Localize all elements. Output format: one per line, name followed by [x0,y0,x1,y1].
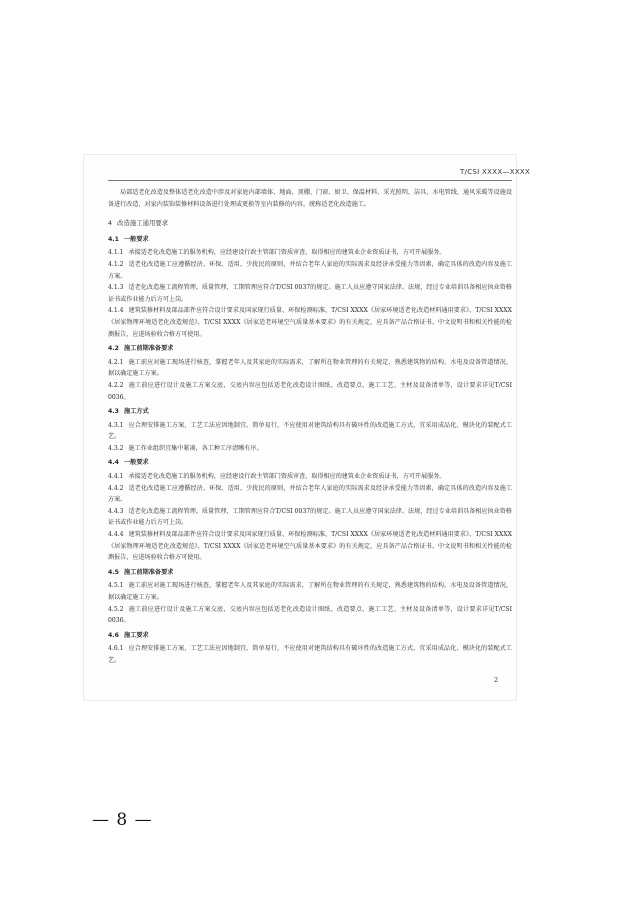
clause-text: 施工前应对施工现场进行核查，掌握老年人及其家庭的实际需求，了解所在物业管理的有关规定，熟悉建筑物的结构、水电及设备管道情况，据以确定施工方案。 [108,358,512,378]
section-heading [108,630,512,642]
heading-title: 改造施工通用要求 [117,219,169,228]
clause-paragraph [108,380,512,403]
page-number: 2 [494,676,499,684]
clause-number: 4.1.3 [108,284,124,292]
clause-paragraph [108,282,512,305]
clause-number: 4.4.2 [108,484,124,492]
header-rule [108,180,512,181]
folio: — 8 — [92,810,153,830]
clause-text: 建筑装修材料及部品部件应符合设计要求及国家现行质量、环保检测标准，T/CSI XXXX《居家环境适老化改造材料通用要求》、T/CSI XXXX 《居家物理环境适老化改造规范》、T/CSI XXXX《居家适老环境空气质量基本要求》的有关规定，应具备产品合格证书、中文说明书和相关性能的检测报告，应进场验收合格方可使用。 [108,307,512,338]
clause-text: 承接适老化改造施工的服务机构，应经建设行政主管部门资质审查，取得相应的建筑业企业资质证书，方可开展服务。 [128,473,446,481]
clause-text: 施工前应进行设计及施工方案交底，交底内容应包括适老化改造设计图纸、改造要点、施工工艺、主材及设备清单等，设计要求详见T/CSI 0036。 [108,381,512,401]
heading-title: 施工前期准备要求 [123,568,174,576]
heading-number: 4.5 [108,568,119,576]
heading-title: 施工方式 [123,408,149,416]
clause-paragraph [108,259,512,282]
heading-title: 施工前期准备要求 [123,345,174,353]
section-heading [108,343,512,355]
document-body [108,187,512,667]
clause-number: 4.3.2 [108,444,124,452]
clause-paragraph [108,305,512,340]
heading-number: 4 [108,219,113,228]
clause-number: 4.4.3 [108,507,124,515]
clause-number: 4.4.1 [108,473,124,481]
clause-text: 施工作业组织宜集中紧凑，各工种工序清晰有序。 [128,444,263,452]
clause-number: 4.1.4 [108,307,124,315]
clause-number: 4.1.2 [108,260,124,268]
heading-number: 4.1 [108,235,119,243]
clause-number: 4.6.1 [108,645,124,653]
clause-paragraph [108,643,512,666]
clause-paragraph [108,420,512,443]
clause-number: 4.2.2 [108,381,124,389]
section-heading [108,406,512,418]
clause-number: 4.2.1 [108,358,124,366]
clause-text: 适老化改造施工流程管理、质量管理、工期管理应符合T/CSI 0037的规定。施工人员应遵守国家法律、法规，经过专业培训具备相应执业资格证书或作业能力后方可上岗。 [108,507,512,527]
heading-number: 4.4 [108,459,119,467]
clause-text: 适老化改造施工应遵循经济、环保、适用、少扰民的原则，并结合老年人家庭的实际需求及经济承受能力等因素，确定具体的改造内容及施工方案。 [108,260,512,280]
clause-text: 适老化改造施工应遵循经济、环保、适用、少扰民的原则，并结合老年人家庭的实际需求及经济承受能力等因素，确定具体的改造内容及施工方案。 [108,484,512,504]
heading-title: 一般要求 [123,459,149,467]
clause-text: 施工前应进行设计及施工方案交底，交底内容应包括适老化改造设计图纸、改造要点、施工工艺、主材及设备清单等，设计要求详见T/CSI 0036。 [108,605,512,625]
clause-paragraph [108,529,512,564]
heading-number: 4.6 [108,631,119,639]
standard-code: T/CSI XXXX—XXXX [460,168,531,176]
clause-paragraph [108,471,512,483]
heading-number: 4.2 [108,345,119,353]
clause-text: 施工前应对施工现场进行核查，掌握老年人及其家庭的实际需求，了解所在物业管理的有关规定，熟悉建筑物的结构、水电及设备管道情况，据以确定施工方案。 [108,582,512,601]
clause-text: 建筑装修材料及部品部件应符合设计要求及国家现行质量、环保检测标准，T/CSI XXXX《居家环境适老化改造材料通用要求》、T/CSI XXXX 《居家物理环境适老化改造规范》、T/CSI XXXX《居家适老环境空气质量基本要求》的有关规定，应具备产品合格证书、中文说明书和相关性能的检测报告，应进场验收合格方可使用。 [108,531,512,562]
clause-paragraph [108,604,512,627]
section-heading [108,567,512,579]
clause-text: 应合理安排施工方案，工艺工法应因地制宜、简单易行，不应使用对建筑结构具有破坏性的改造施工方式，宜采用成品化、模块化的装配式工艺。 [108,421,512,441]
clause-text: 适老化改造施工流程管理、质量管理、工期管理应符合T/CSI 0037的规定。施工人员应遵守国家法律、法规，经过专业培训具备相应执业资格证书或作业能力后方可上岗。 [108,284,512,303]
clause-paragraph [108,483,512,506]
clause-number: 4.5.1 [108,582,124,590]
clause-paragraph [108,357,512,380]
clause-paragraph [108,443,512,455]
clause-number: 4.3.1 [108,421,124,429]
heading-title: 一般要求 [123,235,149,243]
chapter-heading [108,218,512,230]
heading-number: 4.3 [108,408,119,416]
clause-text: 承接适老化改造施工的服务机构，应经建设行政主管部门资质审查，取得相应的建筑业企业资质证书，方可开展服务。 [128,249,446,257]
section-heading [108,457,512,469]
clause-paragraph [108,580,512,603]
clause-paragraph [108,247,512,259]
intro-paragraph: 局部适老化改造及整体适老化改造中涉及对家庭内部墙体、地面、顶棚、门窗、厨卫、保温材料、采光照明、洁具、水电管线、通风采暖等设施设备进行改造，对家内装饰装修材料设备进行处理或更换等室内装修的内容，统称适老化改造施工。 [108,189,512,208]
section-heading [108,234,512,246]
clause-number: 4.1.1 [108,249,124,257]
heading-title: 施工要求 [123,631,149,639]
clause-text: 应合理安排施工方案，工艺工法应因地制宜、简单易行，不应使用对建筑结构具有破坏性的改造施工方式，宜采用成品化、模块化的装配式工艺。 [108,645,512,664]
clause-number: 4.4.4 [108,531,124,539]
clause-paragraph [108,506,512,529]
clause-number: 4.5.2 [108,605,124,613]
